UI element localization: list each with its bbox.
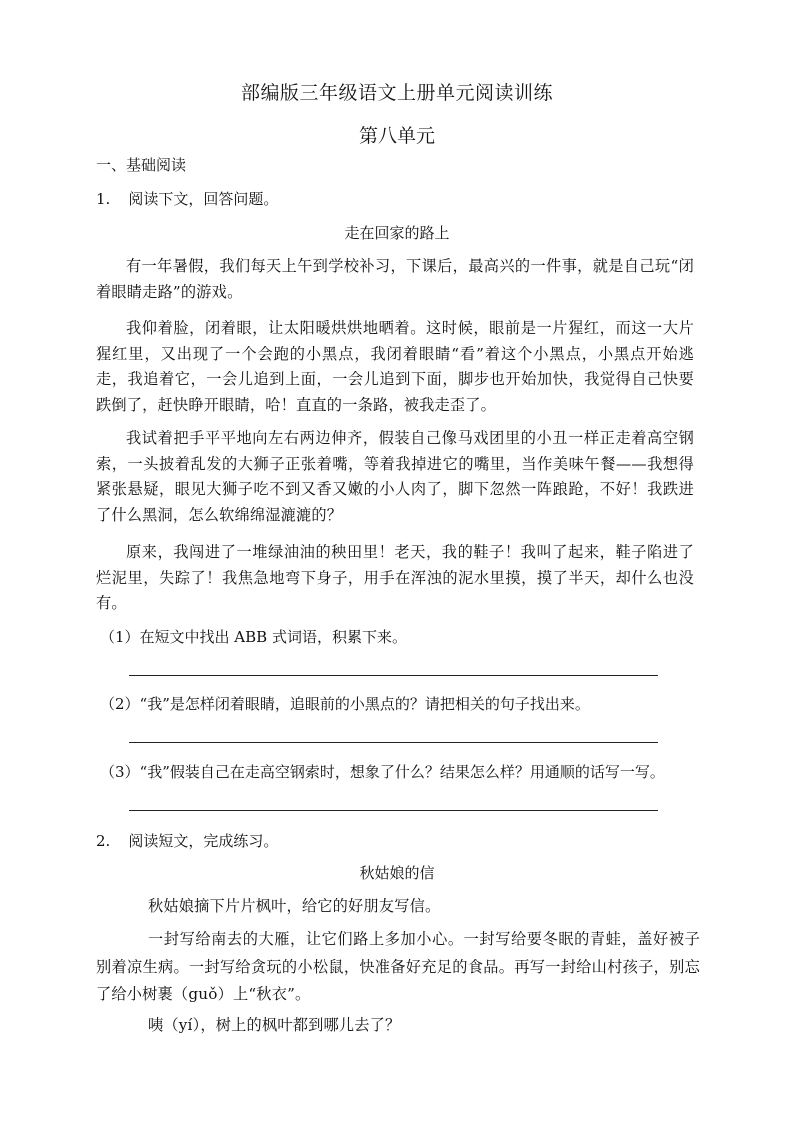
passage-paragraph: 秋姑娘摘下片片枫叶，给它的好朋友写信。 bbox=[148, 897, 441, 915]
sub-question: （2）“我”是怎样闭着眼睛，追眼前的小黑点的？请把相关的句子找出来。 bbox=[100, 695, 590, 713]
page-title: 部编版三年级语文上册单元阅读训练 bbox=[240, 82, 553, 104]
passage-paragraph: 原来，我闯进了一堆绿油油的秧田里！老天，我的鞋子！我叫了起来，鞋子陷进了烂泥里，失踪了！我焦急地弯下身子，用手在浑浊的泥水里摸，摸了半天，却什么也没有。 bbox=[96, 543, 694, 612]
passage-title: 走在回家的路上 bbox=[344, 224, 450, 242]
question-1-line bbox=[96, 188, 278, 209]
passage-paragraph: 一封写给南去的大雁，让它们路上多加小心。一封写给要冬眠的青蛙，盖好被子别着凉生病。一封写给贪玩的小松鼠，快准备好充足的食品。再写一封给山村孩子，别忘了给小树裹（guǒ）上“秋衣”。 bbox=[96, 930, 700, 1003]
passage-paragraph: 咦（yí），树上的枫叶都到哪儿去了？ bbox=[148, 1016, 401, 1034]
question-number: 1. bbox=[96, 190, 111, 208]
question-2-line bbox=[96, 830, 278, 851]
sub-question: （3）“我”假装自己在走高空钢索时，想象了什么？结果怎么样？用通顺的话写一写。 bbox=[100, 763, 665, 781]
answer-line[interactable] bbox=[129, 810, 658, 811]
question-number: 2. bbox=[96, 832, 111, 850]
passage-title: 秋姑娘的信 bbox=[359, 864, 435, 882]
unit-title: 第八单元 bbox=[358, 125, 435, 147]
answer-line[interactable] bbox=[129, 675, 658, 676]
question-instruction: 阅读下文，回答问题。 bbox=[128, 190, 279, 208]
section-heading: 一、基础阅读 bbox=[96, 156, 187, 174]
passage-paragraph: 我试着把手平平地向左右两边伸齐，假装自己像马戏团里的小丑一样正走着高空钢索，一头披着乱发的大狮子正张着嘴，等着我掉进它的嘴里，当作美味午餐——我想得紧张悬疑，眼见大狮子吃不到又香又嫩的小人肉了，脚下忽然一阵踉跄，不好！我跌进了什么黑洞，怎么软绵绵湿漉漉的？ bbox=[96, 429, 694, 524]
passage-paragraph: 我仰着脸，闭着眼，让太阳暖烘烘地晒着。这时候，眼前是一片猩红，而这一大片猩红里，又出现了一个会跑的小黑点，我闭着眼睛“看”着这个小黑点，小黑点开始逃走，我追着它，一会儿追到上面，一会儿追到下面，脚步也开始加快，我觉得自己快要跌倒了，赶快睁开眼睛，哈！直直的一条路，被我走歪了。 bbox=[96, 319, 694, 414]
question-instruction: 阅读短文，完成练习。 bbox=[128, 832, 279, 850]
sub-question: （1）在短文中找出 ABB 式词语，积累下来。 bbox=[100, 628, 407, 646]
answer-line[interactable] bbox=[129, 742, 658, 743]
passage-paragraph: 有一年暑假，我们每天上午到学校补习，下课后，最高兴的一件事，就是自己玩“闭着眼睛走路”的游戏。 bbox=[96, 257, 694, 301]
